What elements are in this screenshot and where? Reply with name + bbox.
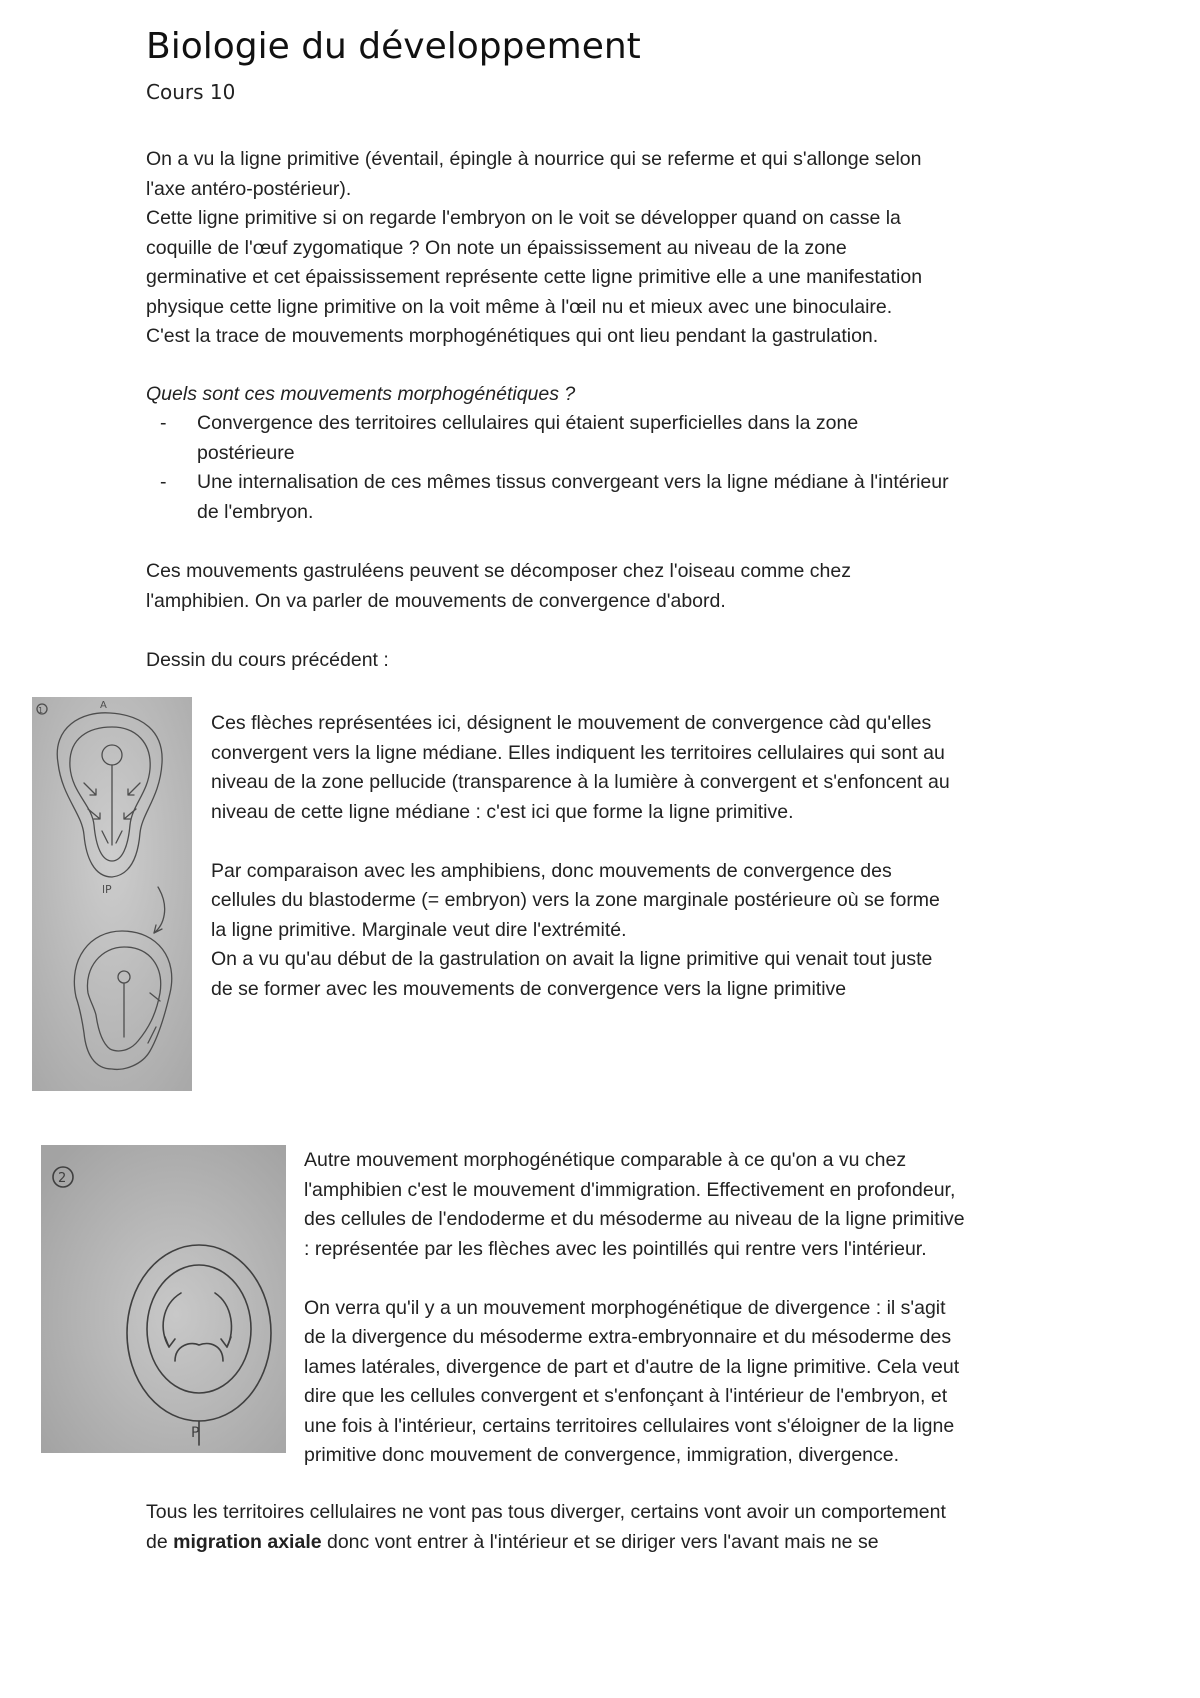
text-line: Par comparaison avec les amphibiens, donc mouvements de convergence des [211, 859, 892, 882]
text-fragment: donc vont entrer à l'intérieur et se diriger vers l'avant mais ne se [321, 1530, 879, 1553]
text-line: de se former avec les mouvements de convergence vers la ligne primitive [211, 977, 847, 1000]
page-subtitle: Cours 10 [146, 80, 236, 104]
list-item [146, 468, 1086, 527]
text-line: On a vu la ligne primitive (éventail, épingle à nourrice qui se referme et qui s'allonge selon [146, 148, 922, 170]
text-line: Ces mouvements gastruléens peuvent se décomposer chez l'oiseau comme chez [146, 560, 851, 582]
text-line: Cette ligne primitive si on regarde l'embryon on le voit se développer quand on casse la [146, 207, 901, 229]
text-line: cellules du blastoderme (= embryon) vers la zone marginale postérieure où se forme [211, 889, 940, 911]
text-line: On verra qu'il y a un mouvement morphogénétique de divergence : il s'agit [304, 1296, 946, 1319]
text-line: C'est la trace de mouvements morphogénétiques qui ont lieu pendant la gastrulation. [146, 325, 879, 347]
text-line: niveau de la zone pellucide (transparence à la lumière à convergent et s'enfoncent au [211, 771, 950, 793]
figure-number: 1 [38, 706, 44, 715]
text-line: convergent vers la ligne médiane. Elles indiquent les territoires cellulaires qui sont au [211, 741, 945, 764]
text-fragment: de [146, 1530, 174, 1553]
question-heading: Quels sont ces mouvements morphogénétiques ? [146, 383, 576, 405]
text-line: l'amphibien. On va parler de mouvements de convergence d'abord. [146, 589, 726, 612]
text-line: de la divergence du mésoderme extra-embryonnaire et du mésoderme des [304, 1326, 952, 1348]
text-line: : représentée par les flèches avec les pointillés qui rentre vers l'intérieur. [304, 1237, 927, 1260]
list-item [146, 409, 1086, 468]
figure-number: 2 [58, 1171, 67, 1186]
figure-label: P [191, 1425, 200, 1441]
text-line: Ces flèches représentées ici, désignent le mouvement de convergence càd qu'elles [211, 712, 932, 734]
page-title: Biologie du développement [146, 26, 641, 67]
figure-label: A [100, 700, 107, 711]
blank-line [211, 827, 1091, 857]
bullet-list [146, 409, 1086, 527]
blank-line [304, 1264, 1104, 1294]
embryo-sketch-2-icon [41, 1145, 286, 1453]
bullet-dash: - [160, 471, 167, 493]
text-line [146, 1528, 1106, 1558]
text-line: germinative et cet épaississement représente cette ligne primitive elle a une manifestation [146, 266, 923, 288]
text-line: Tous les territoires cellulaires ne vont pas tous diverger, certains vont avoir un comportement [146, 1501, 946, 1523]
text-line: coquille de l'œuf zygomatique ? On note un épaississement au niveau de la zone [146, 236, 847, 259]
text-line: niveau de cette ligne médiane : c'est ici que forme la ligne primitive. [211, 800, 794, 823]
text-line: physique cette ligne primitive on la voit même à l'œil nu et mieux avec une binoculaire. [146, 295, 893, 318]
drawing-caption: Dessin du cours précédent : [146, 649, 389, 671]
bullet-dash: - [160, 412, 167, 434]
figure-label: lP [102, 883, 112, 896]
text-line: une fois à l'intérieur, certains territoires cellulaires vont s'éloigner de la ligne [304, 1414, 955, 1437]
immigration-paragraph [304, 1146, 1104, 1471]
text-line: l'amphibien c'est le mouvement d'immigration. Effectivement en profondeur, [304, 1178, 956, 1201]
axial-migration-paragraph [146, 1498, 1106, 1557]
gastrulation-paragraph [146, 557, 1086, 616]
text-line: de l'embryon. [197, 500, 314, 523]
embryo-drawing-2 [41, 1145, 286, 1453]
text-line: lames latérales, divergence de part et d'autre de la ligne primitive. Cela veut [304, 1355, 960, 1378]
text-line: dire que les cellules convergent et s'enfonçant à l'intérieur de l'embryon, et [304, 1385, 948, 1407]
embryo-sketch-1-icon [32, 697, 192, 1091]
text-line: Une internalisation de ces mêmes tissus convergeant vers la ligne médiane à l'intérieur [197, 471, 949, 493]
embryo-drawing-1 [32, 697, 192, 1091]
text-line: la ligne primitive. Marginale veut dire l'extrémité. [211, 918, 627, 941]
text-line: des cellules de l'endoderme et du mésoderme au niveau de la ligne primitive [304, 1208, 965, 1230]
text-line: postérieure [197, 441, 295, 464]
text-line: Autre mouvement morphogénétique comparable à ce qu'on a vu chez [304, 1149, 907, 1171]
text-line: l'axe antéro-postérieur). [146, 177, 352, 200]
text-line: primitive donc mouvement de convergence, immigration, divergence. [304, 1444, 900, 1466]
intro-paragraph [146, 145, 1086, 352]
bold-term: migration axiale [173, 1530, 322, 1553]
text-line: On a vu qu'au début de la gastrulation on avait la ligne primitive qui venait tout juste [211, 948, 933, 970]
convergence-paragraph [211, 709, 1091, 1004]
text-line: Convergence des territoires cellulaires qui étaient superficielles dans la zone [197, 412, 859, 434]
